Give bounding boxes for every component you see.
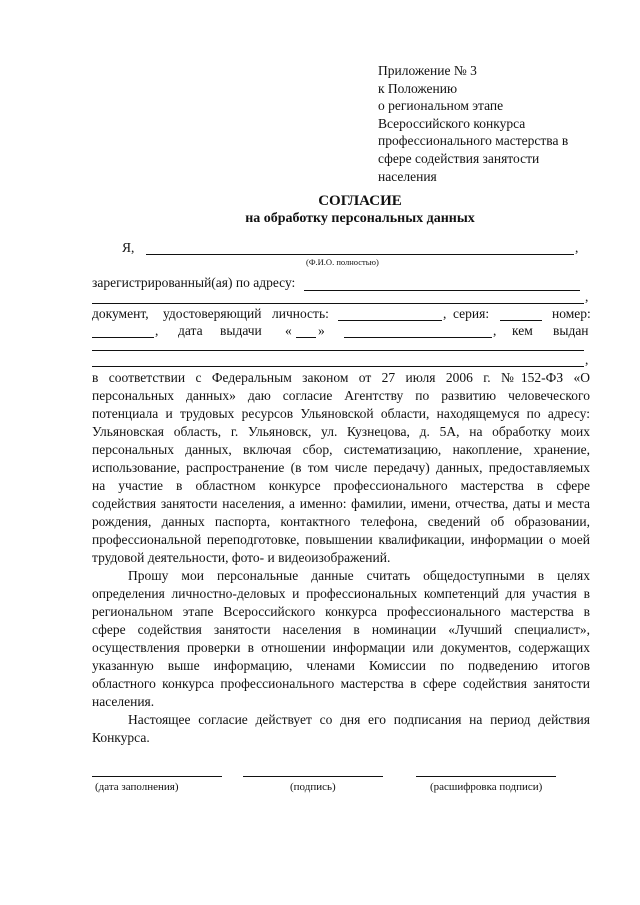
appendix-line: профессионального мастерства в [378, 133, 569, 149]
text-line: Прошу мои персональные данные считать общедоступными в целях [128, 568, 590, 583]
text-line: Настоящее согласие действует со дня его подписания на период действия [128, 712, 590, 727]
comma: , [585, 289, 589, 304]
fio-field[interactable] [146, 254, 574, 255]
text-line: персональных данных» даю согласие Агентству по развитию человеческого [92, 388, 590, 403]
series-field[interactable] [500, 320, 542, 321]
comma: , [493, 323, 497, 338]
registered-label: зарегистрированный(ая) по адресу: [92, 275, 296, 290]
text-line: использование, распространение (в том числе передачу) данных, предоставляемых [92, 460, 590, 475]
text-line: в соответствии с Федеральным законом от 27 июля 2006 г. №152-ФЗ «О [92, 370, 590, 385]
text-line: профессиональной переподготовке, повышении квалификации, информации о моей [92, 532, 590, 547]
text-line: сфере содействия занятости населения в номинации «Лучший специалист», [92, 622, 590, 637]
text-line: персональных данных, включая сбор, систематизацию, накопление, хранение, [92, 442, 590, 457]
number-label: номер: [552, 306, 591, 321]
issue-day-field[interactable] [296, 337, 316, 338]
comma: , [443, 306, 447, 321]
issued-by-field-2[interactable] [92, 366, 584, 367]
comma: , [155, 323, 159, 338]
appendix-line: Всероссийского конкурса [378, 115, 526, 131]
quote-open: « [285, 323, 292, 338]
date-filled-caption: (дата заполнения) [95, 781, 179, 793]
appendix-line: населения [378, 168, 437, 184]
text-line: рождения, данных паспорта, контактного телефона, сведений об образовании, [92, 514, 590, 529]
text-line: потенциала и трудовых ресурсов Ульяновской области, находящемуся по адресу: [92, 406, 590, 421]
text-line: региональном этапе Всероссийского конкурса профессионального мастерства в [92, 604, 590, 619]
text-line: на участие в областном конкурсе профессионального мастерства в сфере [92, 478, 590, 493]
issued-label: выдан [553, 323, 589, 338]
text-line: населения. [92, 694, 155, 709]
document-title: СОГЛАСИЕ [318, 193, 402, 209]
text-line: Конкурса. [92, 730, 150, 745]
decoding-field[interactable] [416, 776, 556, 777]
appendix-block [378, 62, 568, 185]
series-label: серия: [453, 306, 490, 321]
address-field[interactable] [304, 290, 580, 291]
signature-caption: (подпись) [290, 781, 336, 793]
decoding-caption: (расшифровка подписи) [430, 781, 543, 793]
document-type-field[interactable] [338, 320, 442, 321]
signature-field[interactable] [243, 776, 383, 777]
issue-label: выдачи [220, 323, 262, 338]
fio-hint: (Ф.И.О. полностью) [306, 257, 379, 267]
appendix-line: сфере содействия занятости [378, 150, 540, 166]
ya-label: Я, [122, 240, 135, 255]
quote-close: » [318, 323, 325, 338]
certifying-label: удостоверяющий [163, 306, 262, 321]
text-line: определения личностно-деловых и профессиональных компетенций для участия в [92, 586, 590, 601]
text-line: областного конкурса профессионального мастерства в сфере содействия занятости [92, 676, 590, 691]
appendix-line: к Положению [378, 80, 458, 96]
document-label: документ, [92, 306, 149, 321]
issued-by-field[interactable] [92, 350, 584, 351]
text-line: осуществления проверки в отношении информации или документов, содержащих [92, 640, 590, 655]
comma: , [575, 240, 579, 255]
issue-month-year-field[interactable] [344, 337, 492, 338]
address-field-2[interactable] [92, 303, 584, 304]
text-line: указанную выше информацию, членами Комиссии по подведению итогов [92, 658, 590, 673]
appendix-line: Приложение № 3 [378, 63, 477, 78]
date-label: дата [178, 323, 203, 338]
text-line: Ульяновская область, г. Ульяновск, ул. Кузнецова, д. 5А, на обработку моих [92, 424, 590, 439]
number-field[interactable] [92, 337, 154, 338]
document-subtitle: на обработку персональных данных [245, 211, 475, 226]
text-line: содействия занятости населения, а именно: фамилии, имени, отчества, даты и места [92, 496, 590, 511]
by-whom-label: кем [512, 323, 533, 338]
comma: , [585, 352, 589, 367]
text-line: трудовой деятельности, фото- и видеоизображений. [92, 550, 391, 565]
identity-label: личность: [272, 306, 329, 321]
appendix-line: о региональном этапе [378, 98, 504, 114]
date-filled-field[interactable] [92, 776, 222, 777]
